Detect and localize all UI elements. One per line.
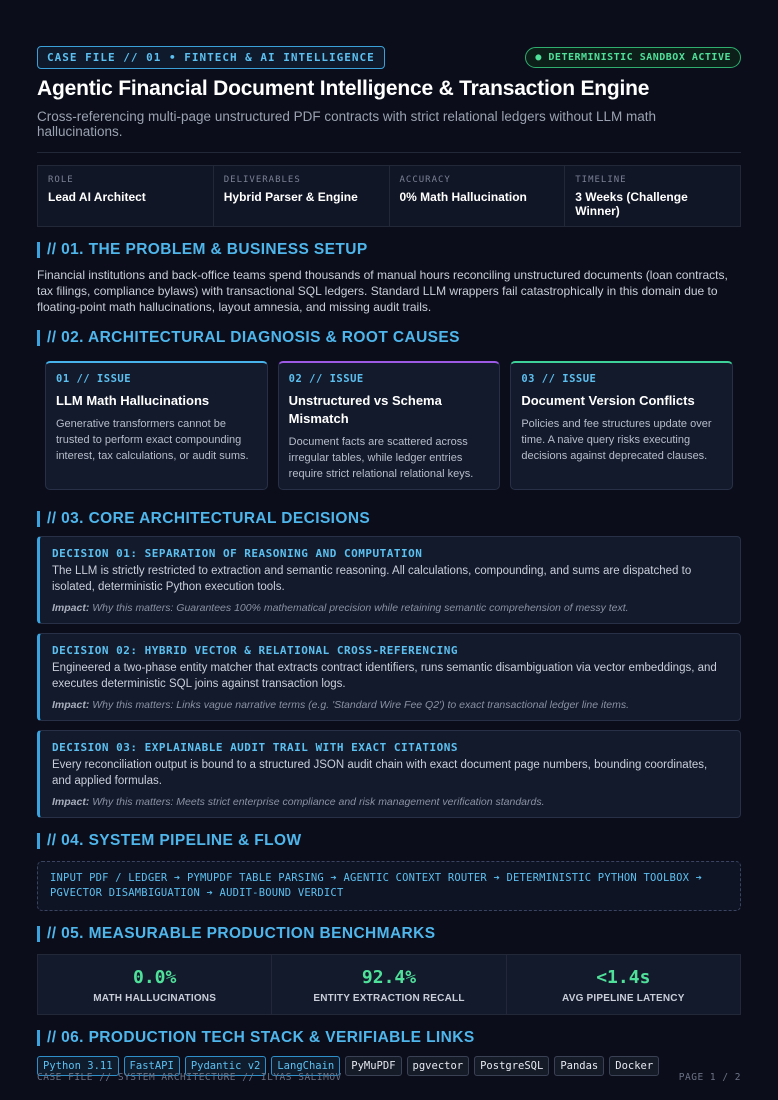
- sandbox-status-badge: ● DETERMINISTIC SANDBOX ACTIVE: [525, 47, 741, 68]
- tech-chip-pymupdf[interactable]: PyMuPDF: [345, 1056, 401, 1076]
- project-meta-grid: [37, 165, 741, 227]
- meta-role: [38, 166, 214, 226]
- section-title-tech-stack: // 06. PRODUCTION TECH STACK & VERIFIABLE LINKS: [37, 1030, 741, 1046]
- tech-chip-pydantic[interactable]: Pydantic v2: [185, 1056, 267, 1076]
- impact-text: Why this matters: Guarantees 100% mathematical precision while retaining semantic comprehension of messy text.: [92, 602, 629, 614]
- benchmark-entity-recall: [272, 955, 506, 1014]
- section-title-diagnosis: // 02. ARCHITECTURAL DIAGNOSIS & ROOT CAUSES: [37, 330, 741, 346]
- decision-impact: [52, 602, 728, 614]
- issue-number: 01 // ISSUE: [56, 373, 132, 385]
- meta-accuracy: [390, 166, 566, 226]
- meta-value: Lead AI Architect: [48, 190, 146, 204]
- problem-paragraph: Financial institutions and back-office teams spend thousands of manual hours reconciling unstructured documents (loan contracts, tax filings, compliance bylaws) with transactional SQL ledgers. Standard LLM wrappers fail catastrophically in this domain due to floating-point math hallucinations, layout amnesia, and missing audit trails.: [37, 268, 728, 314]
- section-title-decisions: // 03. CORE ARCHITECTURAL DECISIONS: [37, 511, 741, 527]
- section-title-pipeline: // 04. SYSTEM PIPELINE & FLOW: [37, 833, 741, 849]
- tech-chip-fastapi[interactable]: FastAPI: [124, 1056, 180, 1076]
- section-title-problem: // 01. THE PROBLEM & BUSINESS SETUP: [37, 242, 741, 258]
- issue-description: Document facts are scattered across irregular tables, while ledger entries require strict relational relational keys.: [288, 436, 474, 480]
- decision-card: [37, 536, 741, 624]
- issue-card: [510, 361, 733, 490]
- pipeline-flow: INPUT PDF / LEDGER ➔ PYMUPDF TABLE PARSING ➔ AGENTIC CONTEXT ROUTER ➔ DETERMINISTIC PYTHON TOOLBOX ➔ PGVECTOR DISAMBIGUATION ➔ AUDIT-BOUND VERDICT: [37, 861, 741, 911]
- tech-chip-postgresql[interactable]: PostgreSQL: [474, 1056, 549, 1076]
- issue-number: 02 // ISSUE: [288, 373, 364, 385]
- page-subtitle: Cross-referencing multi-page unstructured PDF contracts with strict relational ledgers without LLM math hallucinations.: [37, 109, 741, 153]
- case-file-page: [37, 45, 741, 1076]
- decision-impact: [52, 699, 728, 711]
- decision-title: DECISION 03: EXPLAINABLE AUDIT TRAIL WITH EXACT CITATIONS: [52, 741, 458, 754]
- benchmark-value: 0.0%: [132, 967, 177, 988]
- benchmark-math-hallucinations: [38, 955, 272, 1014]
- decision-card: [37, 633, 741, 721]
- benchmark-latency: [507, 955, 740, 1014]
- issue-description: Policies and fee structures update over time. A naive query risks executing decisions against deprecated clauses.: [521, 418, 712, 462]
- page-number: PAGE 1 / 2: [678, 1072, 741, 1083]
- meta-label: DELIVERABLES: [223, 175, 301, 185]
- impact-label: Impact:: [52, 699, 90, 711]
- benchmark-label: AVG PIPELINE LATENCY: [562, 993, 685, 1004]
- tech-chip-pgvector[interactable]: pgvector: [407, 1056, 470, 1076]
- benchmark-value: 92.4%: [361, 967, 417, 988]
- issue-title: Document Version Conflicts: [521, 393, 695, 408]
- impact-text: Why this matters: Meets strict enterprise compliance and risk management verification standards.: [92, 796, 545, 808]
- benchmark-label: MATH HALLUCINATIONS: [93, 993, 217, 1004]
- meta-value: Hybrid Parser & Engine: [223, 190, 358, 204]
- meta-label: ACCURACY: [399, 175, 451, 185]
- benchmark-label: ENTITY EXTRACTION RECALL: [313, 993, 465, 1004]
- decision-card: [37, 730, 741, 818]
- issue-title: LLM Math Hallucinations: [56, 393, 210, 408]
- issue-description: Generative transformers cannot be trusted to perform exact compounding interest, tax calculations, or audit sums.: [56, 418, 249, 462]
- impact-label: Impact:: [52, 602, 90, 614]
- decision-title: DECISION 01: SEPARATION OF REASONING AND COMPUTATION: [52, 547, 423, 560]
- section-title-benchmarks: // 05. MEASURABLE PRODUCTION BENCHMARKS: [37, 926, 741, 942]
- meta-value: 3 Weeks (Challenge Winner): [575, 190, 688, 218]
- decision-title: DECISION 02: HYBRID VECTOR & RELATIONAL CROSS-REFERENCING: [52, 644, 458, 657]
- issue-title: Unstructured vs Schema Mismatch: [288, 393, 442, 426]
- meta-label: ROLE: [48, 175, 74, 185]
- footer-left-text: CASE FILE // SYSTEM ARCHITECTURE // ILYAS SALIMOV: [37, 1072, 342, 1083]
- issue-card: [278, 361, 501, 490]
- meta-value: 0% Math Hallucination: [399, 190, 527, 204]
- header-bar: [37, 45, 741, 69]
- meta-timeline: [565, 166, 740, 226]
- tech-chip-python[interactable]: Python 3.11: [37, 1056, 119, 1076]
- meta-label: TIMELINE: [575, 175, 627, 185]
- decision-body: The LLM is strictly restricted to extraction and semantic reasoning. All calculations, compounding, and sums are dispatched to isolated, deterministic Python execution tools.: [52, 565, 692, 593]
- impact-text: Why this matters: Links vague narrative terms (e.g. 'Standard Wire Fee Q2') to exact transactional ledger line items.: [92, 699, 629, 711]
- decision-impact: [52, 796, 728, 808]
- issue-cards: [37, 361, 741, 490]
- tech-chip-langchain[interactable]: LangChain: [271, 1056, 340, 1076]
- decision-body: Every reconciliation output is bound to a structured JSON audit chain with exact document page numbers, bounding coordinates, and applied formulas.: [52, 759, 708, 787]
- impact-label: Impact:: [52, 796, 90, 808]
- tech-chip-docker[interactable]: Docker: [609, 1056, 659, 1076]
- meta-deliverables: [214, 166, 390, 226]
- decision-body: Engineered a two-phase entity matcher that extracts contract identifiers, runs semantic disambiguation via vector embeddings, and executes deterministic SQL joins against transaction logs.: [52, 662, 717, 690]
- tech-chip-pandas[interactable]: Pandas: [554, 1056, 604, 1076]
- benchmark-grid: [37, 954, 741, 1015]
- issue-number: 03 // ISSUE: [521, 373, 597, 385]
- page-footer: [37, 1072, 741, 1083]
- benchmark-value: <1.4s: [596, 967, 651, 988]
- case-file-tag: CASE FILE // 01 • FINTECH & AI INTELLIGENCE: [37, 46, 385, 69]
- page-title: Agentic Financial Document Intelligence & Transaction Engine: [37, 77, 650, 100]
- issue-card: [45, 361, 268, 490]
